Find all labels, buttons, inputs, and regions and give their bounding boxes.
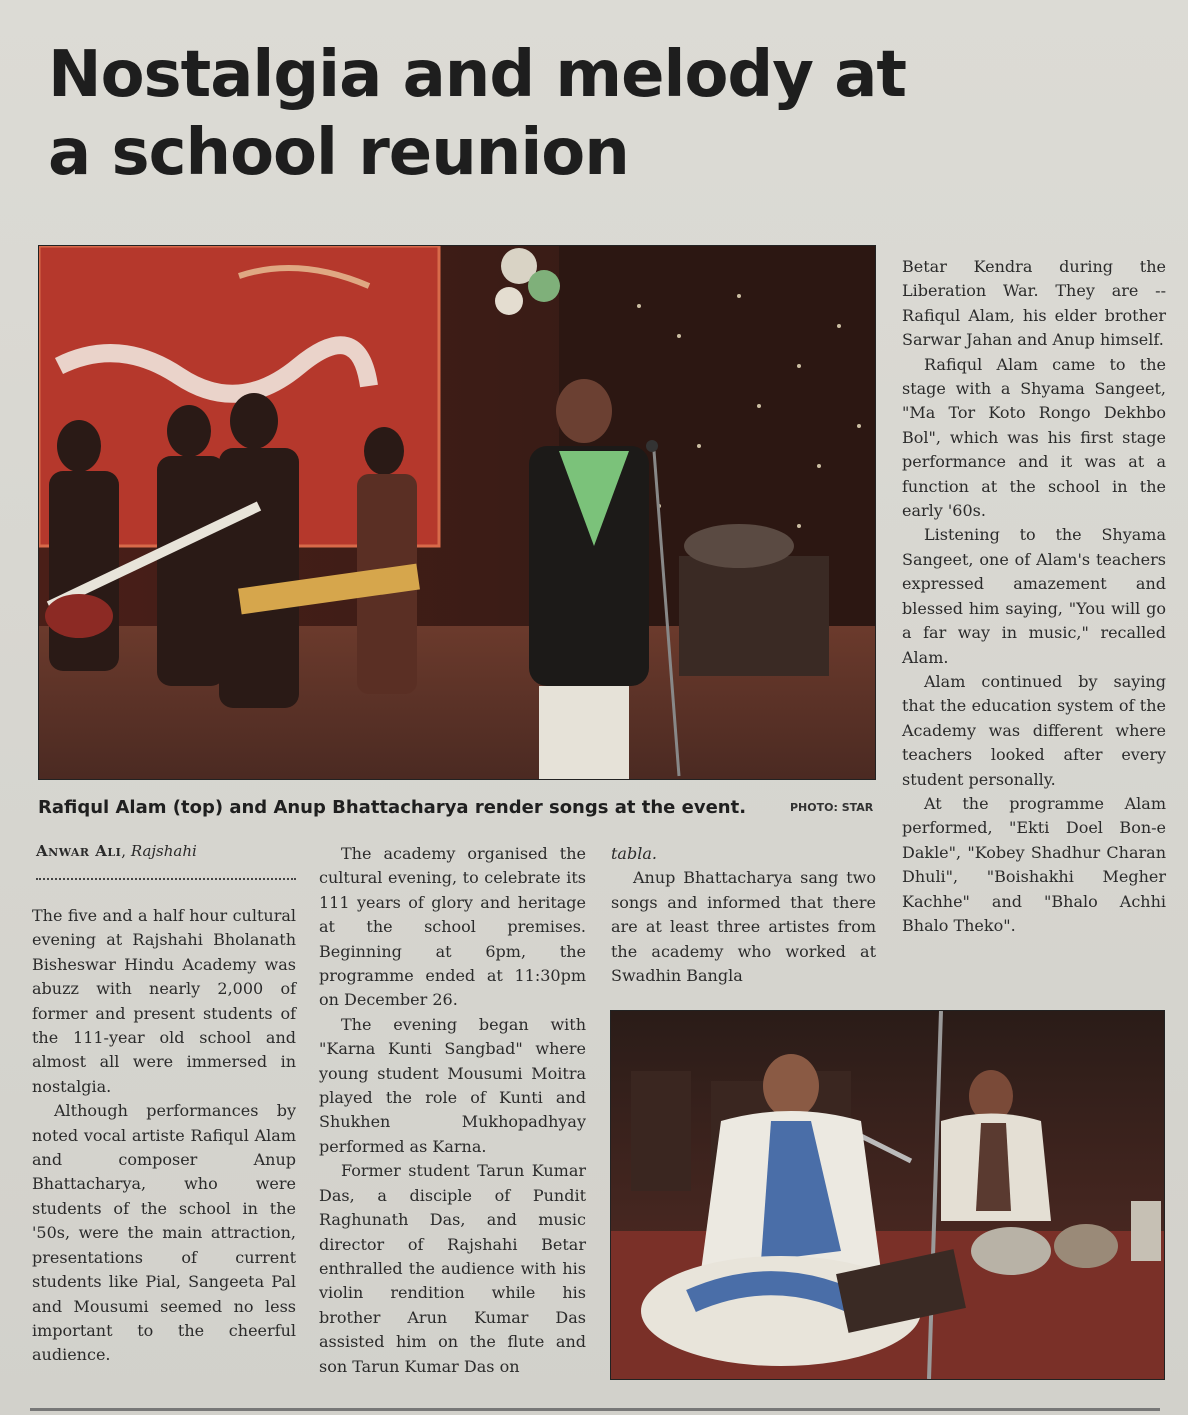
byline-divider (36, 878, 296, 880)
article-column-4 (902, 255, 1166, 938)
headline: Nostalgia and melody at a school reunion (48, 38, 906, 190)
paragraph: At the programme Alam performed, "Ekti Doel Bon-e Dakle", "Kobey Shadhur Charan Dhuli", "Boishakhi Megher Kachhe" and "Bhalo Achhi Bhalo Theko". (902, 793, 1166, 935)
paragraph: Anup Bhattacharya sang two songs and informed that there are at least three artistes from the academy who worked at Swadhin Bangla (611, 868, 876, 986)
paragraph: Listening to the Shyama Sangeet, one of Alam's teachers expressed amazement and blessed him saying, "You will go a far way in music," recalled Alam. (902, 525, 1166, 667)
photo-caption: Rafiqul Alam (top) and Anup Bhattacharya render songs at the event. (38, 797, 747, 818)
paragraph: The five and a half hour cultural evening at Rajshahi Bholanath Bisheswar Hindu Academy was abuzz with nearly 2,000 of former and present students of the 111-year old school and almost all were immersed in nostalgia. (32, 906, 296, 1096)
article-column-3 (611, 842, 876, 988)
paragraph-continuation: Betar Kendra during the Liberation War. They are -- Rafiqul Alam, his elder brother Sarwar Jahan and Anup himself. (902, 257, 1166, 350)
paragraph: Although performances by noted vocal artiste Rafiqul Alam and composer Anup Bhattacharya, who were students of the school in the '50s, were the main attraction, presentations of current students like Pial, Sangeeta Pal and Mousumi seemed no less important to the cheerful audience. (32, 1101, 296, 1365)
article-column-1 (32, 904, 296, 1368)
photo-credit: PHOTO: STAR (790, 801, 874, 814)
stage-performance-photo (38, 245, 876, 780)
paragraph: The evening began with "Karna Kunti Sangbad" where young student Mousumi Moitra played the role of Kunti and Shukhen Mukhopadhyay performed as Karna. (319, 1014, 586, 1156)
article-column-2 (319, 842, 586, 1379)
byline-place: Rajshahi (130, 842, 197, 860)
paragraph-continuation: tabla. (611, 844, 657, 863)
paragraph: Former student Tarun Kumar Das, a disciple of Pundit Raghunath Das, and music director of Rajshahi Betar enthralled the audience with his violin rendition while his brother Arun Kumar Das assisted him on the flute and son Tarun Kumar Das on (319, 1161, 586, 1376)
byline-author: Anwar Ali (36, 842, 122, 860)
paragraph: Rafiqul Alam came to the stage with a Shyama Sangeet, "Ma Tor Koto Rongo Dekhbo Bol", which was his first stage performance and it was at a function at the school in the early '60s. (902, 354, 1166, 521)
paragraph: Alam continued by saying that the education system of the Academy was different where teachers looked after every student personally. (902, 671, 1166, 789)
paragraph: The academy organised the cultural evening, to celebrate its 111 years of glory and heritage at the school premises. Beginning at 6pm, the programme ended at 11:30pm on December 26. (319, 844, 586, 1010)
harmonium-tabla-photo (610, 1010, 1165, 1380)
page-bottom-rule (30, 1408, 1160, 1411)
byline: Anwar Ali, Rajshahi (36, 842, 197, 860)
